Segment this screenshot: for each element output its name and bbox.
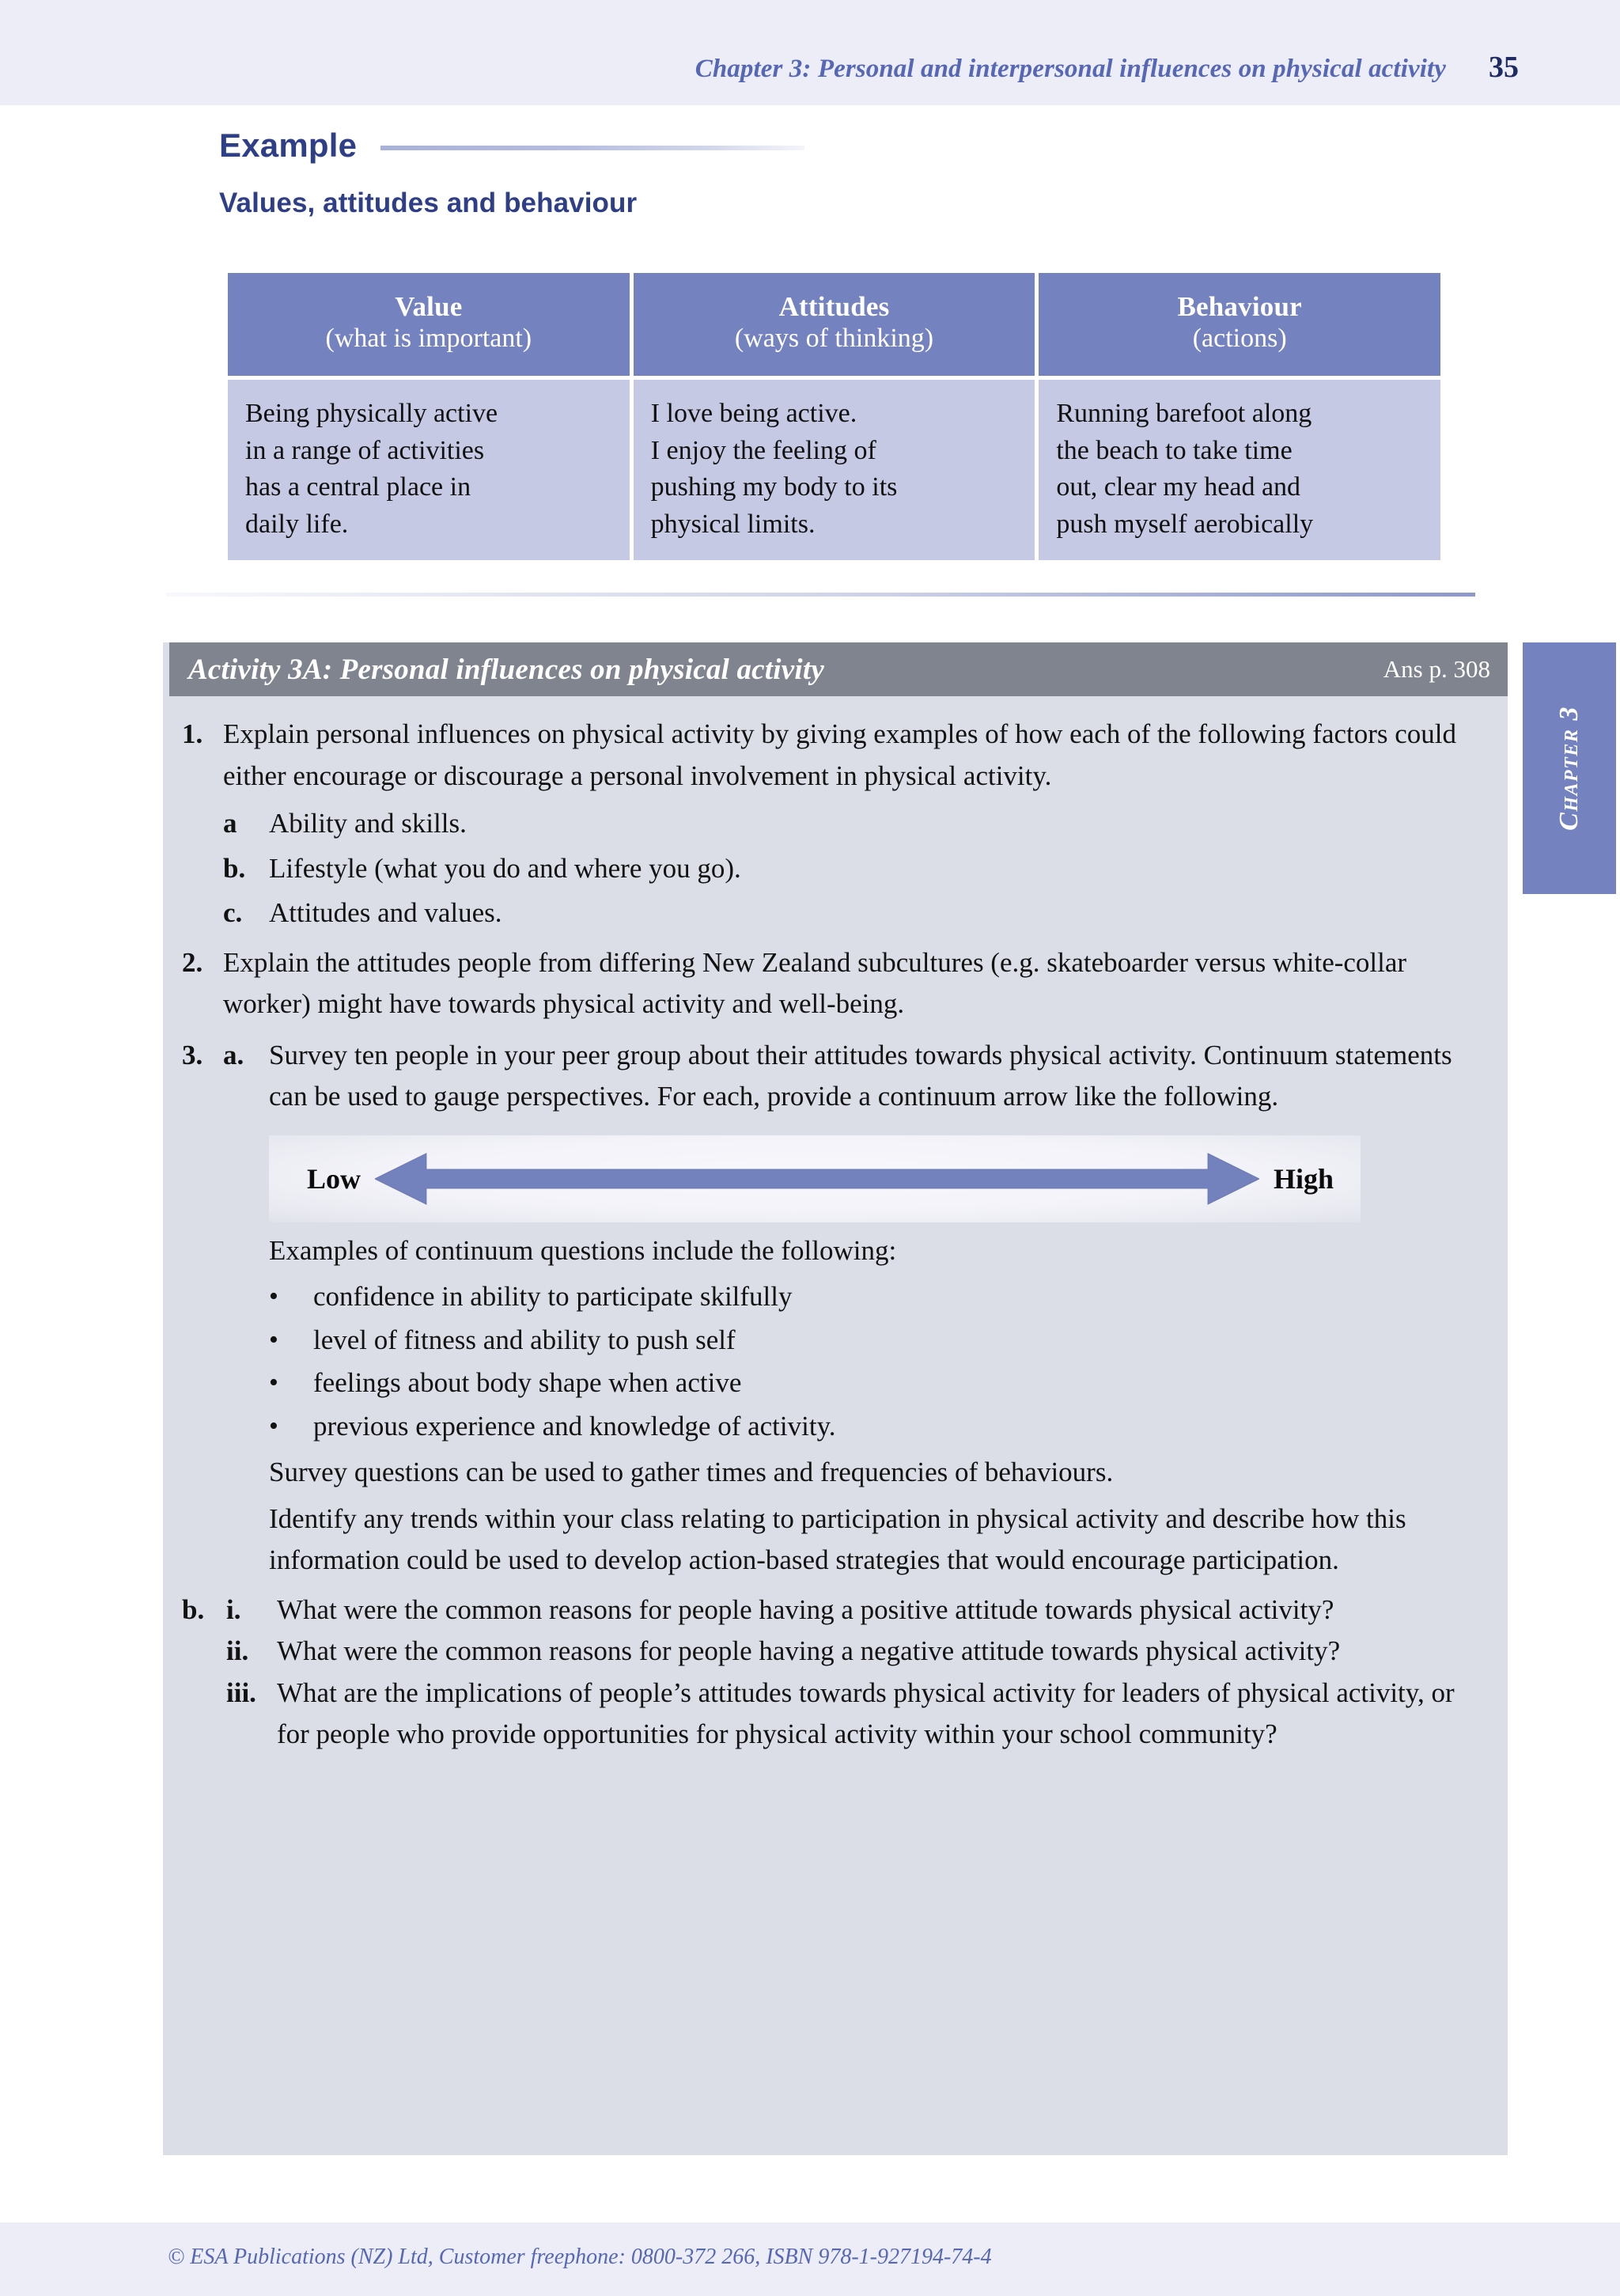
list-item-text: feelings about body shape when active xyxy=(313,1367,742,1398)
roman-numeral-label: ii. xyxy=(226,1635,249,1666)
table-header-subtitle: (ways of thinking) xyxy=(734,324,934,354)
roman-numeral-label: i. xyxy=(226,1593,241,1625)
bullet-icon: • xyxy=(269,1368,278,1397)
cell-line: Being physically active xyxy=(245,399,498,429)
chapter-tab-label: Chapter 3 xyxy=(1554,706,1584,831)
question-3b-text: What were the common reasons for people having a positive attitude towards physical activity? xyxy=(277,1593,1334,1625)
footer-copyright-text: © ESA Publications (NZ) Ltd, Customer freephone: 0800-372 266, ISBN 978-1-927194-74-4 xyxy=(168,2245,992,2269)
activity-answer-reference: Ans p. 308 xyxy=(1383,655,1490,683)
question-3a-label: a. xyxy=(223,1039,244,1070)
question-number: 1. xyxy=(182,718,203,749)
question-3b-item xyxy=(182,1673,1487,1756)
question-3b-label: b. xyxy=(182,1593,205,1625)
sub-item xyxy=(182,848,1487,890)
table-header-title: Value xyxy=(395,291,463,322)
list-item xyxy=(269,1320,1487,1362)
question-3b-text: What were the common reasons for people having a negative attitude towards physical activity? xyxy=(277,1635,1341,1666)
survey-paragraph-2: Identify any trends within your class relating to participation in physical activity and describe how this information could be used to develop action-based strategies that would encourage participation. xyxy=(269,1502,1406,1575)
continuum-examples-intro: Examples of continuum questions include the following: xyxy=(269,1234,897,1266)
list-item-text: confidence in ability to participate skilfully xyxy=(313,1281,793,1312)
running-header-inner xyxy=(695,50,1519,85)
table-body-cell xyxy=(1039,380,1440,560)
activity-box xyxy=(163,642,1508,2155)
question-text: Explain personal influences on physical activity by giving examples of how each of the following factors could either encourage or discourage a personal involvement in physical activity. xyxy=(223,718,1457,791)
survey-paragraph-1: Survey questions can be used to gather times and frequencies of behaviours. xyxy=(269,1457,1114,1487)
sub-item-label: a xyxy=(223,808,237,839)
sub-item-label: b. xyxy=(223,852,246,884)
sub-item-text: Attitudes and values. xyxy=(269,897,502,928)
example-heading-label: Example xyxy=(219,127,358,164)
continuum-high-label: High xyxy=(1273,1162,1334,1195)
cell-line: in a range of activities xyxy=(245,435,485,465)
page-running-header xyxy=(0,0,1620,105)
sub-item-text: Lifestyle (what you do and where you go). xyxy=(269,852,741,884)
continuum-arrow-panel xyxy=(269,1135,1361,1222)
table-body-cell xyxy=(634,380,1035,560)
activity-header-bar xyxy=(169,642,1508,696)
example-subheading: Values, attitudes and behaviour xyxy=(219,188,638,218)
example-heading xyxy=(219,127,804,165)
bullet-icon: • xyxy=(269,1282,278,1311)
question-number: 2. xyxy=(182,946,203,978)
list-item xyxy=(269,1406,1487,1448)
activity-title: Activity 3A: Personal influences on physical activity xyxy=(188,653,824,686)
sub-item xyxy=(182,892,1487,934)
table-body-cell xyxy=(228,380,630,560)
question-number: 3. xyxy=(182,1039,203,1070)
cell-line: pushing my body to its xyxy=(650,472,898,502)
chapter-title: Chapter 3: Personal and interpersonal influences on physical activity xyxy=(695,55,1446,83)
table-column-attitudes xyxy=(634,273,1035,560)
question-1-subitems xyxy=(182,803,1487,934)
cell-line: physical limits. xyxy=(650,509,816,539)
chapter-side-tab xyxy=(1523,642,1616,894)
question-3a-text: Survey ten people in your peer group about their attitudes towards physical activity. Continuum statements can be used to gauge perspectives. For each, provide a continuum arrow like the following. xyxy=(269,1039,1452,1112)
question-item-2 xyxy=(182,942,1487,1025)
bullet-icon: • xyxy=(269,1411,278,1441)
question-3b-item xyxy=(182,1631,1487,1673)
cell-line: has a central place in xyxy=(245,472,471,502)
list-item-text: level of fitness and ability to push self xyxy=(313,1324,736,1355)
cell-line: I enjoy the feeling of xyxy=(650,435,876,465)
section-divider-rule xyxy=(166,593,1475,597)
list-item-text: previous experience and knowledge of activity. xyxy=(313,1410,836,1442)
continuum-low-label: Low xyxy=(307,1162,361,1195)
cell-line: the beach to take time xyxy=(1056,435,1293,465)
continuum-example-list xyxy=(269,1276,1487,1447)
sub-item-label: c. xyxy=(223,897,243,928)
table-header-subtitle: (what is important) xyxy=(325,324,532,354)
activity-body xyxy=(163,696,1508,1756)
double-headed-arrow-icon xyxy=(375,1147,1259,1211)
table-header-title: Behaviour xyxy=(1177,291,1302,322)
question-3a-body xyxy=(269,1035,1487,1582)
values-attitudes-behaviour-table xyxy=(228,273,1440,560)
table-header-title: Attitudes xyxy=(778,291,890,322)
cell-line: push myself aerobically xyxy=(1056,509,1314,539)
list-item xyxy=(269,1362,1487,1404)
question-3b-item xyxy=(182,1589,1487,1631)
table-column-value xyxy=(228,273,630,560)
page-footer xyxy=(0,2222,1620,2296)
table-header-subtitle: (actions) xyxy=(1192,324,1287,354)
list-item xyxy=(269,1276,1487,1318)
bullet-icon: • xyxy=(269,1324,278,1354)
question-3b-list xyxy=(182,1589,1487,1756)
example-rule-line xyxy=(380,146,804,150)
cell-line: I love being active. xyxy=(650,399,857,429)
sub-item xyxy=(182,803,1487,845)
table-header-cell xyxy=(228,273,630,376)
question-3b-text: What are the implications of people’s attitudes towards physical activity for leaders of physical activity, or for people who provide opportunities for physical activity within your school community? xyxy=(277,1677,1455,1749)
sub-item-text: Ability and skills. xyxy=(269,808,467,839)
cell-line: daily life. xyxy=(245,509,349,539)
table-header-cell xyxy=(1039,273,1440,376)
question-item-1 xyxy=(182,714,1487,797)
table-header-cell xyxy=(634,273,1035,376)
question-text: Explain the attitudes people from differing New Zealand subcultures (e.g. skateboarder versus white-collar worker) might have towards physical activity and well-being. xyxy=(223,946,1407,1019)
question-item-3 xyxy=(182,1035,1487,1582)
roman-numeral-label: iii. xyxy=(226,1677,256,1708)
cell-line: out, clear my head and xyxy=(1056,472,1301,502)
table-column-behaviour xyxy=(1039,273,1440,560)
cell-line: Running barefoot along xyxy=(1056,399,1312,429)
page-number: 35 xyxy=(1489,51,1519,84)
